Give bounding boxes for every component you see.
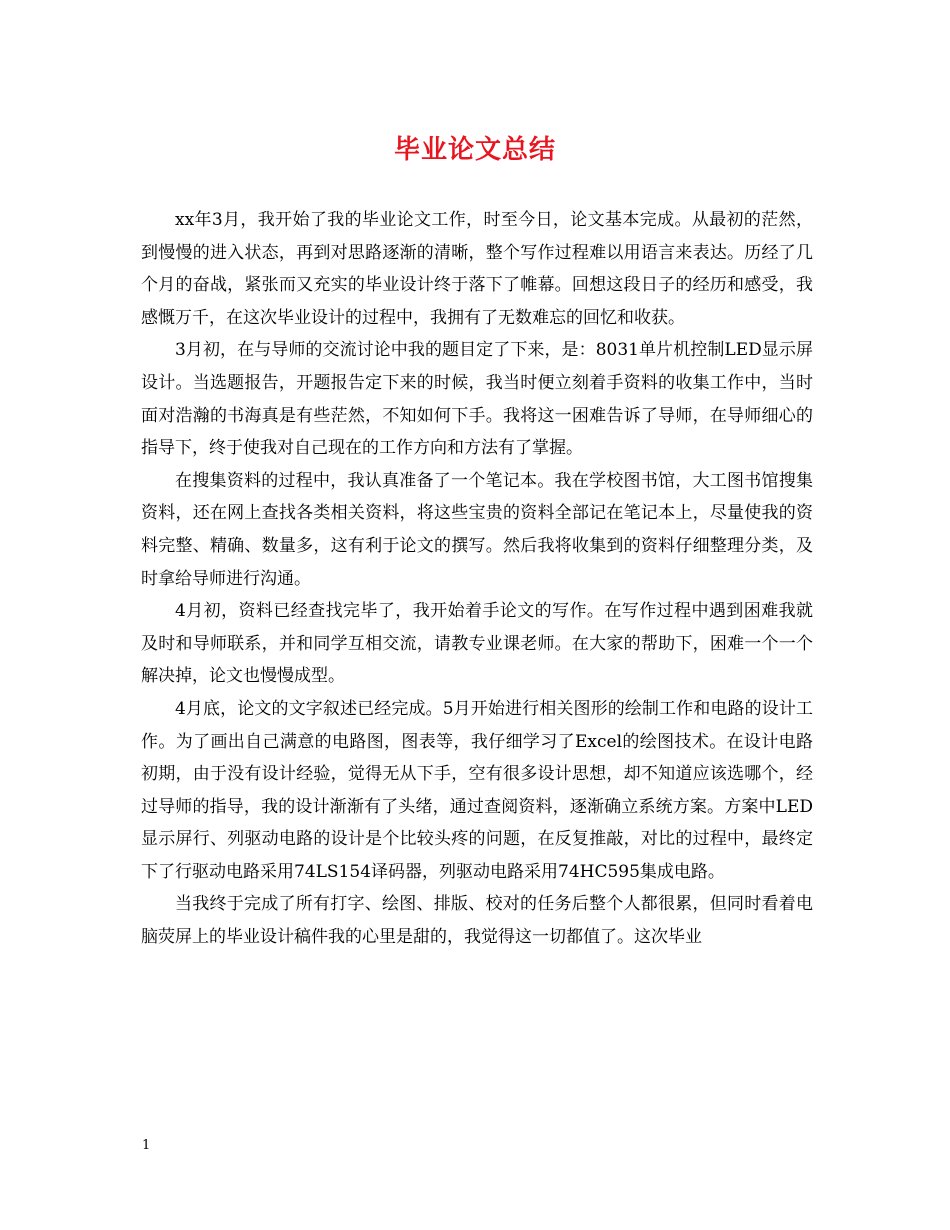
page-number: 1	[142, 1138, 151, 1153]
paragraph: 4月底，论文的文字叙述已经完成。5月开始进行相关图形的绘制工作和电路的设计工作。为了画出自己满意的电路图，图表等，我仔细学习了Excel的绘图技术。在设计电路初期，由于没有设计经验，觉得无从下手，空有很多设计思想，却不知道应该选哪个，经过导师的指导，我的设计渐渐有了头绪，通过查阅资料，逐渐确立系统方案。方案中LED显示屏行、列驱动电路的设计是个比较头疼的问题，在反复推敲，对比的过程中，最终定下了行驱动电路采用74LS154译码器，列驱动电路采用74HC595集成电路。	[141, 698, 813, 882]
document-title: 毕业论文总结	[393, 135, 556, 165]
paragraph: xx年3月，我开始了我的毕业论文工作，时至今日，论文基本完成。从最初的茫然，到慢慢的进入状态，再到对思路逐渐的清晰，整个写作过程难以用语言来表达。历经了几个月的奋战，紧张而又充实的毕业设计终于落下了帷幕。回想这段日子的经历和感受，我感慨万千，在这次毕业设计的过程中，我拥有了无数难忘的回忆和收获。	[141, 210, 813, 328]
document-body	[141, 204, 813, 954]
paragraph: 4月初，资料已经查找完毕了，我开始着手论文的写作。在写作过程中遇到困难我就及时和导师联系，并和同学互相交流，请教专业课老师。在大家的帮助下，困难一个一个解决掉，论文也慢慢成型。	[141, 601, 813, 687]
paragraph: 3月初，在与导师的交流讨论中我的题目定了下来，是：8031单片机控制LED显示屏设计。当选题报告，开题报告定下来的时候，我当时便立刻着手资料的收集工作中，当时面对浩瀚的书海真是有些茫然，不知如何下手。我将这一困难告诉了导师，在导师细心的指导下，终于使我对自己现在的工作方向和方法有了掌握。	[141, 340, 813, 459]
paragraph: 当我终于完成了所有打字、绘图、排版、校对的任务后整个人都很累，但同时看着电脑荧屏上的毕业设计稿件我的心里是甜的，我觉得这一切都值了。这次毕业	[141, 894, 813, 948]
paragraph: 在搜集资料的过程中，我认真准备了一个笔记本。我在学校图书馆，大工图书馆搜集资料，还在网上查找各类相关资料，将这些宝贵的资料全部记在笔记本上，尽量使我的资料完整、精确、数量多，这有利于论文的撰写。然后我将收集到的资料仔细整理分类，及时拿给导师进行沟通。	[141, 470, 813, 589]
